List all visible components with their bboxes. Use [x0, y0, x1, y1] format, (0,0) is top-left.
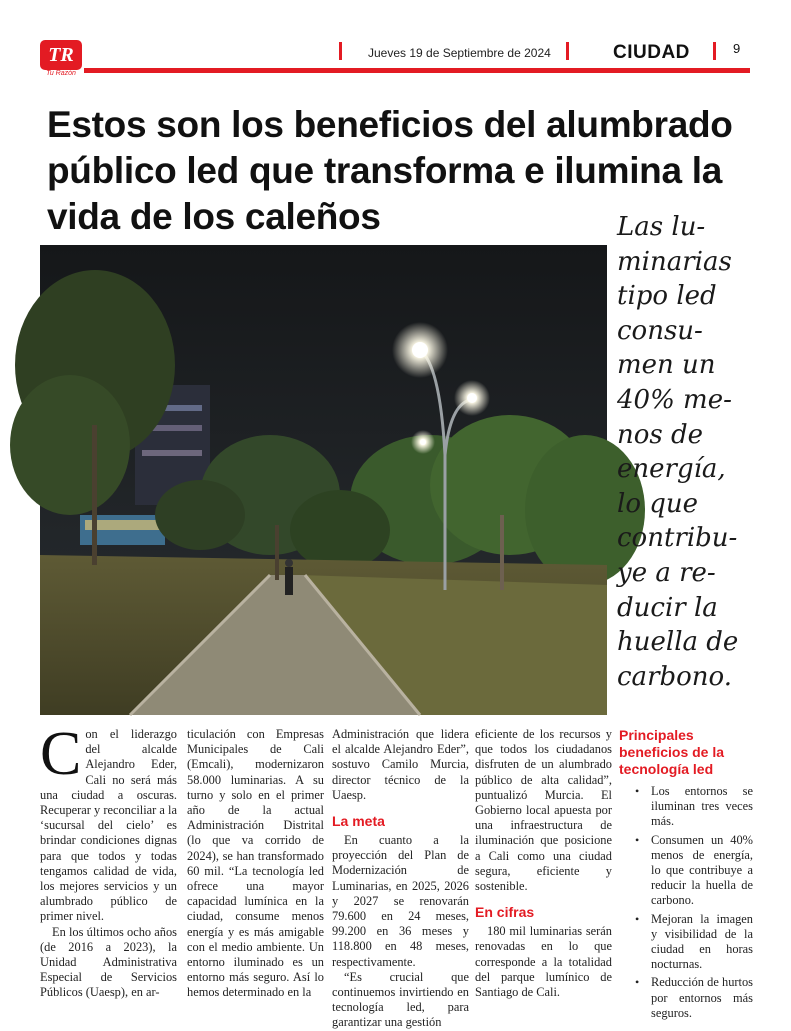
pull-quote-line: carbono. — [617, 661, 732, 692]
header-divider — [566, 42, 569, 60]
bullet-icon: • — [635, 911, 640, 926]
article-paragraph: En cuanto a la proyección del Plan de Modernización de Luminarias, en 2025, 2026 y 2027 se renovarán 79.600 en 24 meses, 99.200 en 36 meses y 118.800 en 48 meses, respectivamente. — [332, 833, 469, 969]
list-item-text: Reducción de hurtos por entornos más seguros. — [651, 975, 753, 1020]
article-paragraph: eficiente de los recursos y que todos los ciudadanos disfruten de un alumbrado público de alta calidad”, puntualizó Murcia. El Gobierno local apuesta por una infraestructura de iluminación que posicione a Cali como una ciudad segura, eficiente y sostenible. — [475, 727, 612, 894]
list-item — [619, 784, 753, 830]
article-paragraph: En los últimos ocho años (de 2016 a 2023), la Unidad Administrativa Especial de Servicios Públicos (Uaesp), en ar- — [40, 924, 177, 1000]
article-paragraph: “Es crucial que continuemos invirtiendo en tecnología led, para garantizar una gestión — [332, 969, 469, 1030]
article-paragraph: on el liderazgo del alcalde Alejandro Eder, Cali no será más una ciudad a oscuras. Recuperar y reconciliar a la ‘sucursal del cielo’ es brindar condiciones dignas para que todos y todas tengamos calidad de vida, los mejores servicios y un alumbrado público de primer nivel. — [40, 727, 177, 924]
article-column-2 — [187, 727, 324, 1001]
pull-quote-line: huella de — [617, 627, 739, 658]
pull-quote-line: ducir la — [617, 592, 718, 623]
pull-quote-line: consu- — [617, 315, 703, 346]
bullet-icon: • — [635, 784, 640, 798]
pull-quote-line: tipo led — [617, 281, 717, 312]
list-item — [619, 833, 753, 909]
logo-subtitle: Tu Razón — [46, 70, 76, 77]
bullet-icon: • — [635, 975, 640, 990]
article-headline: Estos son los beneficios del alumbrado público led que transforma e ilumina la vida de los caleños — [47, 104, 733, 237]
article-paragraph: Administración que lidera el alcalde Alejandro Eder”, sostuvo Camilo Murcia, director técnico de la Uaesp. — [332, 727, 469, 802]
logo-mark: TR — [40, 40, 82, 70]
pull-quote-line: nos de — [617, 419, 704, 450]
page-number: 9 — [733, 41, 741, 56]
list-item-text: Mejoran la imagen y visibilidad de la ciudad en horas nocturnas. — [651, 911, 753, 972]
pull-quote-line: Las lu- — [617, 212, 706, 242]
pull-quote-line: 40% me- — [617, 384, 732, 415]
article-column-1 — [40, 720, 177, 1001]
pull-quote-line: lo que — [617, 488, 699, 519]
newspaper-logo — [40, 40, 82, 80]
issue-date: Jueves 19 de Septiembre de 2024 — [368, 46, 551, 60]
subheading-en-cifras: En cifras — [475, 904, 535, 921]
benefits-list — [619, 784, 753, 1021]
header-rule — [84, 68, 750, 73]
article-photo — [40, 245, 607, 715]
article-paragraph: 180 mil luminarias serán renovadas en lo que corresponde a la totalidad del parque lumínico de Santiago de Cali. — [475, 924, 612, 1000]
pull-quote-line: ye a re- — [617, 557, 716, 588]
pull-quote-line: contribu- — [617, 523, 738, 554]
article-column-3 — [332, 727, 469, 1031]
drop-cap: C — [40, 720, 82, 788]
pull-quote — [617, 210, 777, 694]
list-item — [619, 975, 753, 1021]
pull-quote-line: men un — [617, 350, 716, 381]
benefits-sidebar — [619, 727, 753, 1024]
subheading-la-meta: La meta — [332, 813, 385, 830]
list-item-text: Los entornos se iluminan tres veces más. — [651, 784, 753, 829]
list-item — [619, 912, 753, 973]
header-divider — [713, 42, 716, 60]
list-item-text: Consumen un 40% menos de energía, lo que contribuye a reducir la huella de carbono. — [651, 832, 753, 908]
section-name: CIUDAD — [613, 42, 690, 63]
pull-quote-line: energía, — [617, 454, 726, 485]
article-paragraph: ticulación con Empresas Municipales de Cali (Emcali), modernizaron 58.000 luminarias. A su turno y solo en el primer año de la actual Administración Distrital (lo que va corrido de 2024), se han transformado 60 mil. “La tecnología led ofrece una mayor capacidad lumínica en la ciudad, consume menos energía y es más amigable con el medio ambiente. Un entorno iluminado es un entorno más seguro. Así lo hemos determinado en la — [187, 727, 324, 1000]
sidebar-title: Principales beneficios de la tecnología led — [619, 727, 725, 777]
pull-quote-line: minarias — [617, 246, 732, 277]
article-column-4 — [475, 727, 612, 1000]
bullet-icon: • — [635, 832, 640, 847]
header-divider — [339, 42, 342, 60]
